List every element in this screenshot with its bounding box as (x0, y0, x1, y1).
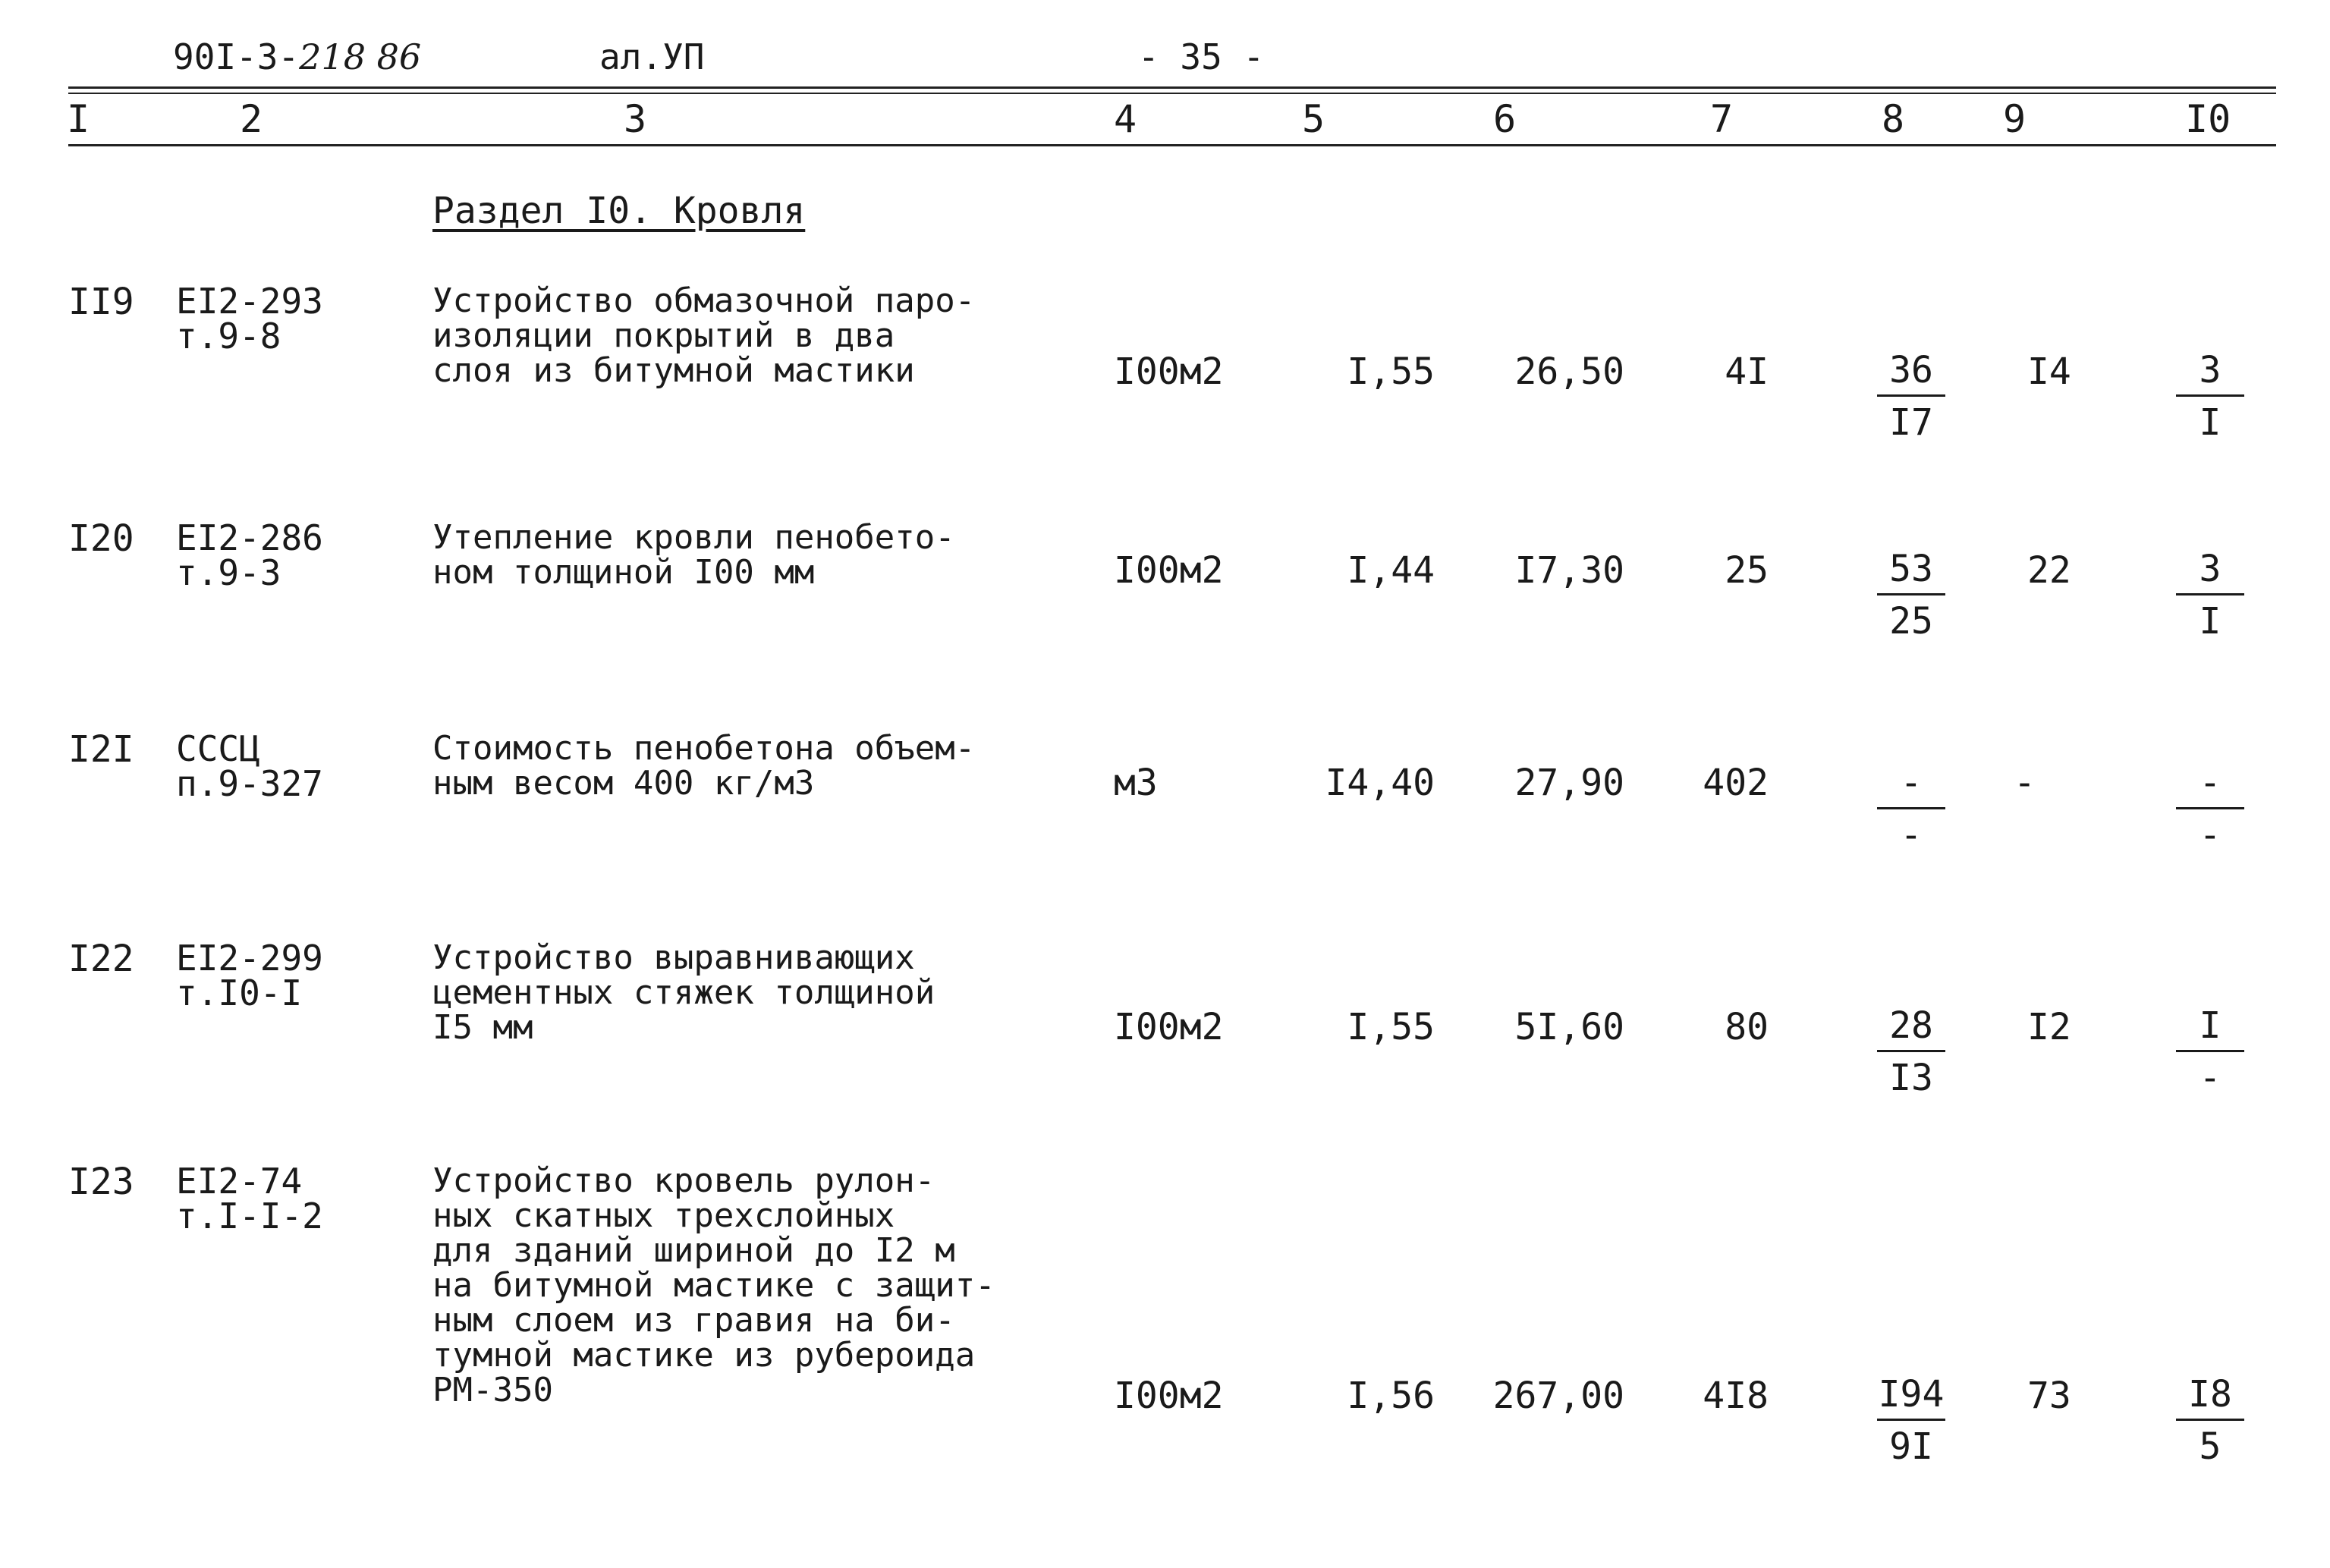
row-number: I23 (68, 1161, 134, 1203)
unit-price: 27,90 (1514, 762, 1624, 804)
document-code-handwritten: 218 86 (299, 36, 422, 77)
unit-price: 267,00 (1492, 1375, 1624, 1417)
column-number-6: 6 (1493, 97, 1517, 141)
column-10-fraction: I - (2176, 1004, 2244, 1099)
quantity: I,55 (1347, 350, 1435, 393)
work-description: Устройство обмазочной паро- изоляции покрытий в два слоя из битумной мастики (432, 281, 976, 390)
unit: I00м2 (1114, 1375, 1224, 1417)
row-number: I22 (68, 938, 134, 980)
column-9-value: I2 (2027, 1006, 2071, 1048)
header-rule-bottom (68, 144, 2276, 146)
quantity: I4,40 (1325, 762, 1435, 804)
rate-code: EI2-286 т.9-3 (176, 517, 323, 593)
column-number-9: 9 (2003, 97, 2027, 141)
unit: м3 (1114, 762, 1158, 804)
total-cost: 80 (1725, 1006, 1769, 1048)
total-cost: 4I8 (1703, 1375, 1769, 1417)
document-code: 90I-3-218 86 (173, 36, 422, 77)
column-number-3: 3 (624, 97, 647, 141)
column-8-fraction: - - (1877, 762, 1945, 856)
rate-code: EI2-299 т.I0-I (176, 938, 323, 1013)
album-label: ал.УП (599, 36, 705, 77)
column-number-10: I0 (2185, 97, 2231, 141)
column-9-value: I4 (2027, 350, 2071, 393)
column-number-1: I (67, 97, 90, 141)
column-number-2: 2 (240, 97, 263, 141)
section-title: Раздел I0. Кровля (432, 190, 806, 232)
column-number-5: 5 (1302, 97, 1325, 141)
column-8-fraction: $\frac{36}{I7}$ (1877, 349, 1945, 444)
rate-code: EI2-74 т.I-I-2 (176, 1161, 323, 1236)
column-10-fraction: $\frac{I8}{5}$ (2176, 1373, 2244, 1468)
column-10-fraction: $\frac{3}{I}$ (2176, 349, 2244, 444)
unit-price: I7,30 (1514, 549, 1624, 592)
unit-price: 5I,60 (1514, 1006, 1624, 1048)
row-number: I20 (68, 517, 134, 560)
column-9-value: 73 (2027, 1375, 2071, 1417)
header-rule-top (68, 86, 2276, 89)
work-description: Устройство выравнивающих цементных стяжек толщиной I5 мм (432, 938, 935, 1047)
column-8-fraction: $\frac{28}{I3}$ (1877, 1004, 1945, 1099)
row-number: I2I (68, 728, 134, 771)
total-cost: 4I (1725, 350, 1769, 393)
column-10-fraction: - - (2176, 762, 2244, 856)
column-8-fraction: $\frac{I94}{9I}$ (1878, 1373, 1945, 1468)
rate-code: СССЦ п.9-327 (176, 728, 323, 804)
rate-code: EI2-293 т.9-8 (176, 281, 323, 357)
unit-price: 26,50 (1514, 350, 1624, 393)
unit: I00м2 (1114, 350, 1224, 393)
total-cost: 402 (1703, 762, 1769, 804)
quantity: I,56 (1347, 1375, 1435, 1417)
unit: I00м2 (1114, 549, 1224, 592)
column-number-7: 7 (1710, 97, 1734, 141)
column-9-value: - (2014, 762, 2036, 804)
header-rule-top-2 (68, 93, 2276, 94)
work-description: Устройство кровель рулон- ных скатных трехслойных для зданий шириной до I2 м на битумной мастике с защит- ным слоем из гравия на би- тумной мастике из рубероида РМ-350 (432, 1161, 995, 1409)
quantity: I,55 (1347, 1006, 1435, 1048)
row-number: II9 (68, 281, 134, 323)
column-number-4: 4 (1114, 97, 1137, 141)
total-cost: 25 (1725, 549, 1769, 592)
unit: I00м2 (1114, 1006, 1224, 1048)
column-9-value: 22 (2027, 549, 2071, 592)
column-number-8: 8 (1882, 97, 1905, 141)
work-description: Утепление кровли пенобето- ном толщиной I00 мм (432, 518, 955, 592)
page-number: - 35 - (1138, 36, 1265, 77)
work-description: Стоимость пенобетона объем- ным весом 400 кг/м3 (432, 729, 976, 803)
column-10-fraction: $\frac{3}{I}$ (2176, 548, 2244, 643)
column-8-fraction: $\frac{53}{25}$ (1877, 548, 1945, 643)
quantity: I,44 (1347, 549, 1435, 592)
